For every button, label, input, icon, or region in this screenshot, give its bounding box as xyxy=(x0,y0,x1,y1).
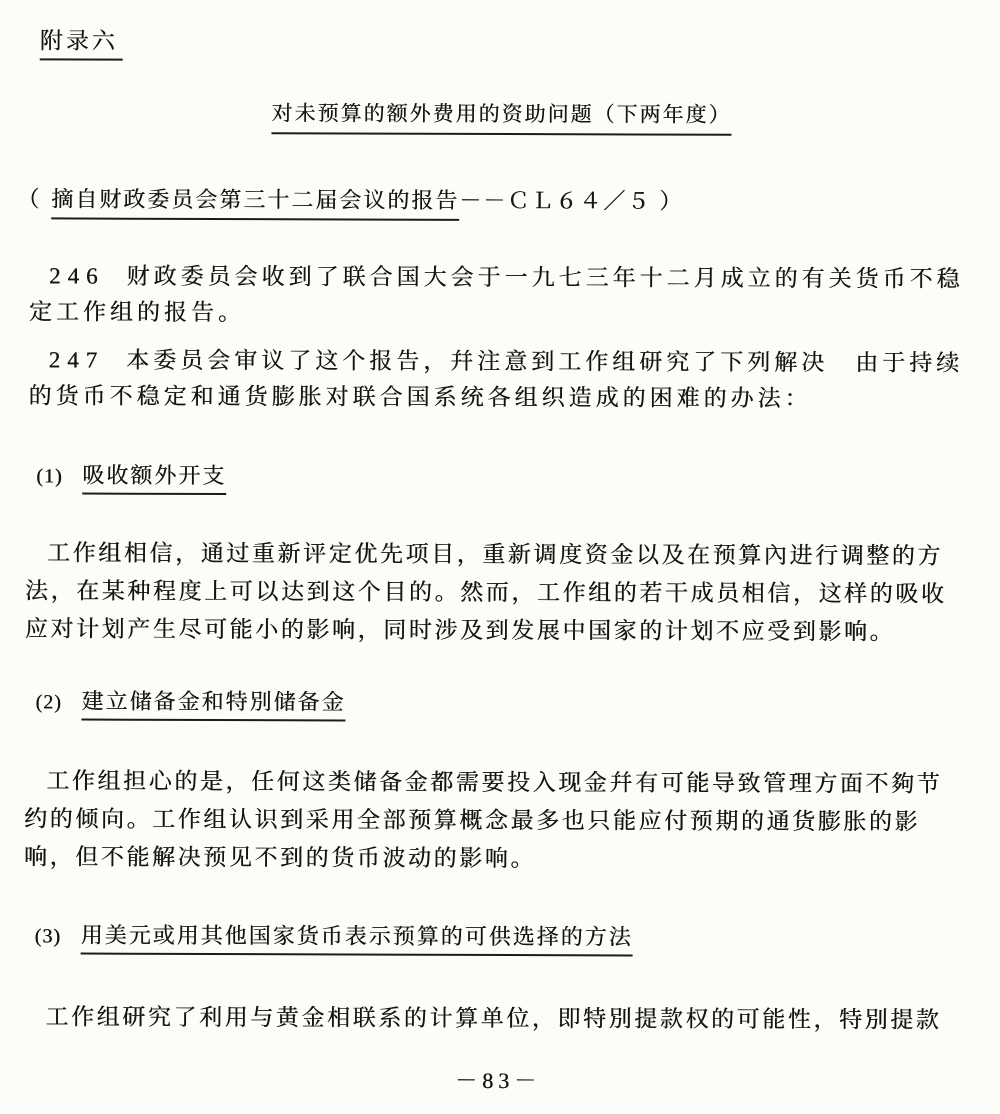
section-1-heading xyxy=(36,458,226,490)
section-1-marker: (1) xyxy=(36,465,63,488)
document-title-text: 对未预算的额外费用的资助问题（下两年度） xyxy=(271,101,731,136)
paragraph-247-number: 247 xyxy=(48,347,105,373)
paragraph-247 xyxy=(28,342,968,417)
paragraph-246-number: 246 xyxy=(48,263,105,289)
subtitle-reference: －－ＣＬ６４／５ xyxy=(459,187,652,214)
section-2-marker: (2) xyxy=(35,691,62,714)
paragraph-246 xyxy=(29,258,969,333)
section-3-body: 工作组研究了利用与黄金相联系的计算单位，即特別提款权的可能性，特別提款 xyxy=(45,1004,942,1033)
appendix-label xyxy=(40,22,123,55)
paragraph-247-text: 本委员会审议了这个报告，幷注意到工作组研究了下列解决 由于持续的货币不稳定和通货膨胀对联合国系统各组织造成的困难的办法： xyxy=(28,347,964,412)
subtitle-source-text: 摘自财政委员会第三十二届会议的报告 xyxy=(51,186,459,220)
section-2-heading xyxy=(35,684,345,716)
section-2-heading-text: 建立储备金和特別储备金 xyxy=(81,689,345,722)
section-3-heading-text: 用美元或用其他国家货币表示预算的可供选择的方法 xyxy=(81,923,633,957)
document-subtitle xyxy=(17,182,683,215)
section-2-body: 工作组担心的是，任何这类储备金都需要投入现金幷有可能导致管理方面不夠节约的倾向。工作组认识到采用全部预算概念最多也只能应付预期的通货膨胀的影响，但不能解决预见不到的货币波动的影响。 xyxy=(23,768,943,872)
page-number: －83－ xyxy=(455,1067,542,1094)
appendix-label-text: 附录六 xyxy=(40,28,123,60)
section-3-heading xyxy=(35,918,633,951)
paragraph-246-text: 财政委员会收到了联合国大会于一九七三年十二月成立的有关货币不稳定工作组的报告。 xyxy=(28,263,964,326)
section-1-body: 工作组相信，通过重新评定优先项目，重新调度资金以及在预算內进行调整的方法，在某种程度上可以达到这个目的。然而，工作组的若干成员相信，这样的吸收应对计划产生尽可能小的影响，同时涉及到发展中国家的计划不应受到影响。 xyxy=(24,540,947,645)
section-3-marker: (3) xyxy=(34,925,62,948)
section-1-heading-text: 吸收额外开支 xyxy=(82,463,226,496)
subtitle-open-paren: （ xyxy=(17,186,42,212)
subtitle-close-paren: ） xyxy=(659,188,684,214)
document-title xyxy=(2,96,1000,129)
